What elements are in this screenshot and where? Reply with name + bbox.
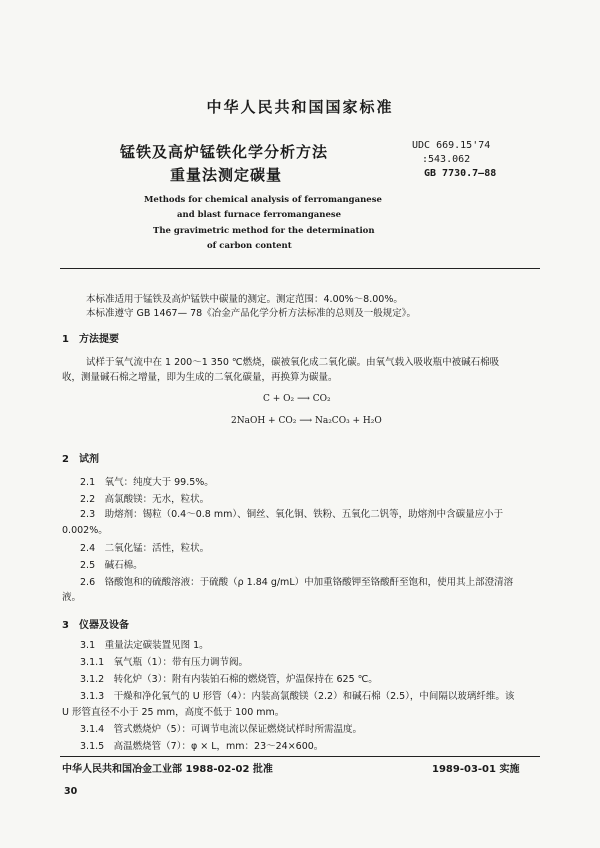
equation-2: 2NaOH + CO₂ ⟶ Na₂CO₃ + H₂O [231, 416, 382, 426]
implementation-date: 1989-03-01 实施 [432, 764, 520, 775]
reagent-2-6: 2.6 铬酸饱和的硫酸溶液：于硫酸（ρ 1.84 g/mL）中加重铬酸钾至铬酸酐至饱和，使用其上部澄清溶 [80, 577, 514, 588]
reagent-2-3: 2.3 助熔剂：锡粒（0.4～0.8 mm）、铜丝、氧化铜、铁粉、五氧化二钒等，助熔剂中含碳量应小于 [80, 509, 504, 520]
doc-title-line1: 锰铁及高炉锰铁化学分析方法 [120, 143, 329, 161]
apparatus-3-1-5: 3.1.5 高温燃烧管（7）：φ × L，mm：23～24×600。 [80, 741, 324, 752]
apparatus-3-1-1: 3.1.1 氧气瓶（1）：带有压力调节阀。 [80, 657, 248, 668]
english-title-line2: and blast furnace ferromanganese [177, 210, 342, 220]
english-title-line1: Methods for chemical analysis of ferromanganese [144, 195, 382, 205]
apparatus-3-1-2: 3.1.2 转化炉（3）：附有内装铂石棉的燃烧管，炉温保持在 625 ℃。 [80, 674, 378, 685]
approval-note: 中华人民共和国冶金工业部 1988-02-02 批准 [62, 764, 273, 775]
apparatus-3-1-3: 3.1.3 干燥和净化氧气的 U 形管（4）：内装高氯酸镁（2.2）和碱石棉（2.5），中间隔以玻璃纤维。该 [80, 691, 515, 702]
english-title-line3: The gravimetric method for the determination [153, 226, 375, 236]
english-title-line4: of carbon content [207, 241, 292, 251]
section-1-heading: 1 方法提要 [62, 334, 119, 345]
reagent-2-3-cont: 0.002%。 [62, 525, 108, 536]
reagent-2-5: 2.5 碱石棉。 [80, 560, 143, 571]
standard-header-title: 中华人民共和国国家标准 [206, 98, 394, 116]
udc-code-line1: UDC 669.15'74 [412, 140, 491, 151]
section-1-text-line2: 收，测量碱石棉之增量，即为生成的二氧化碳量，再换算为碳量。 [62, 372, 338, 383]
footer-divider [60, 756, 540, 757]
apparatus-3-1: 3.1 重量法定碳装置见图 1。 [80, 640, 209, 651]
apparatus-3-1-4: 3.1.4 管式燃烧炉（5）：可调节电流以保证燃烧试样时所需温度。 [80, 724, 362, 735]
intro-paragraph-1: 本标准适用于锰铁及高炉锰铁中碳量的测定。测定范围：4.00%～8.00%。 [86, 294, 403, 305]
page-number: 30 [64, 786, 78, 797]
section-2-heading: 2 试剂 [62, 454, 99, 465]
reagent-2-2: 2.2 高氯酸镁：无水，粒状。 [80, 494, 210, 505]
doc-title-line2: 重量法测定碳量 [170, 166, 283, 184]
section-1-text-line1: 试样于氧气流中在 1 200～1 350 ℃燃烧，碳被氧化成二氧化碳。由氧气载入吸收瓶中被碱石棉吸 [86, 357, 500, 368]
equation-1: C + O₂ ⟶ CO₂ [263, 394, 331, 404]
reagent-2-4: 2.4 二氧化锰：活性，粒状。 [80, 543, 210, 554]
gb-number: GB 7730.7—88 [424, 168, 497, 179]
section-3-heading: 3 仪器及设备 [62, 620, 129, 631]
udc-code-line2: :543.062 [422, 154, 471, 165]
apparatus-3-1-3-cont: U 形管直径不小于 25 mm，高度不低于 100 mm。 [62, 707, 285, 718]
reagent-2-1: 2.1 氧气：纯度大于 99.5%。 [80, 477, 214, 488]
reagent-2-6-cont: 液。 [62, 592, 82, 603]
intro-paragraph-2: 本标准遵守 GB 1467— 78《冶金产品化学分析方法标准的总则及一般规定》。 [86, 308, 416, 319]
title-divider [60, 268, 540, 269]
